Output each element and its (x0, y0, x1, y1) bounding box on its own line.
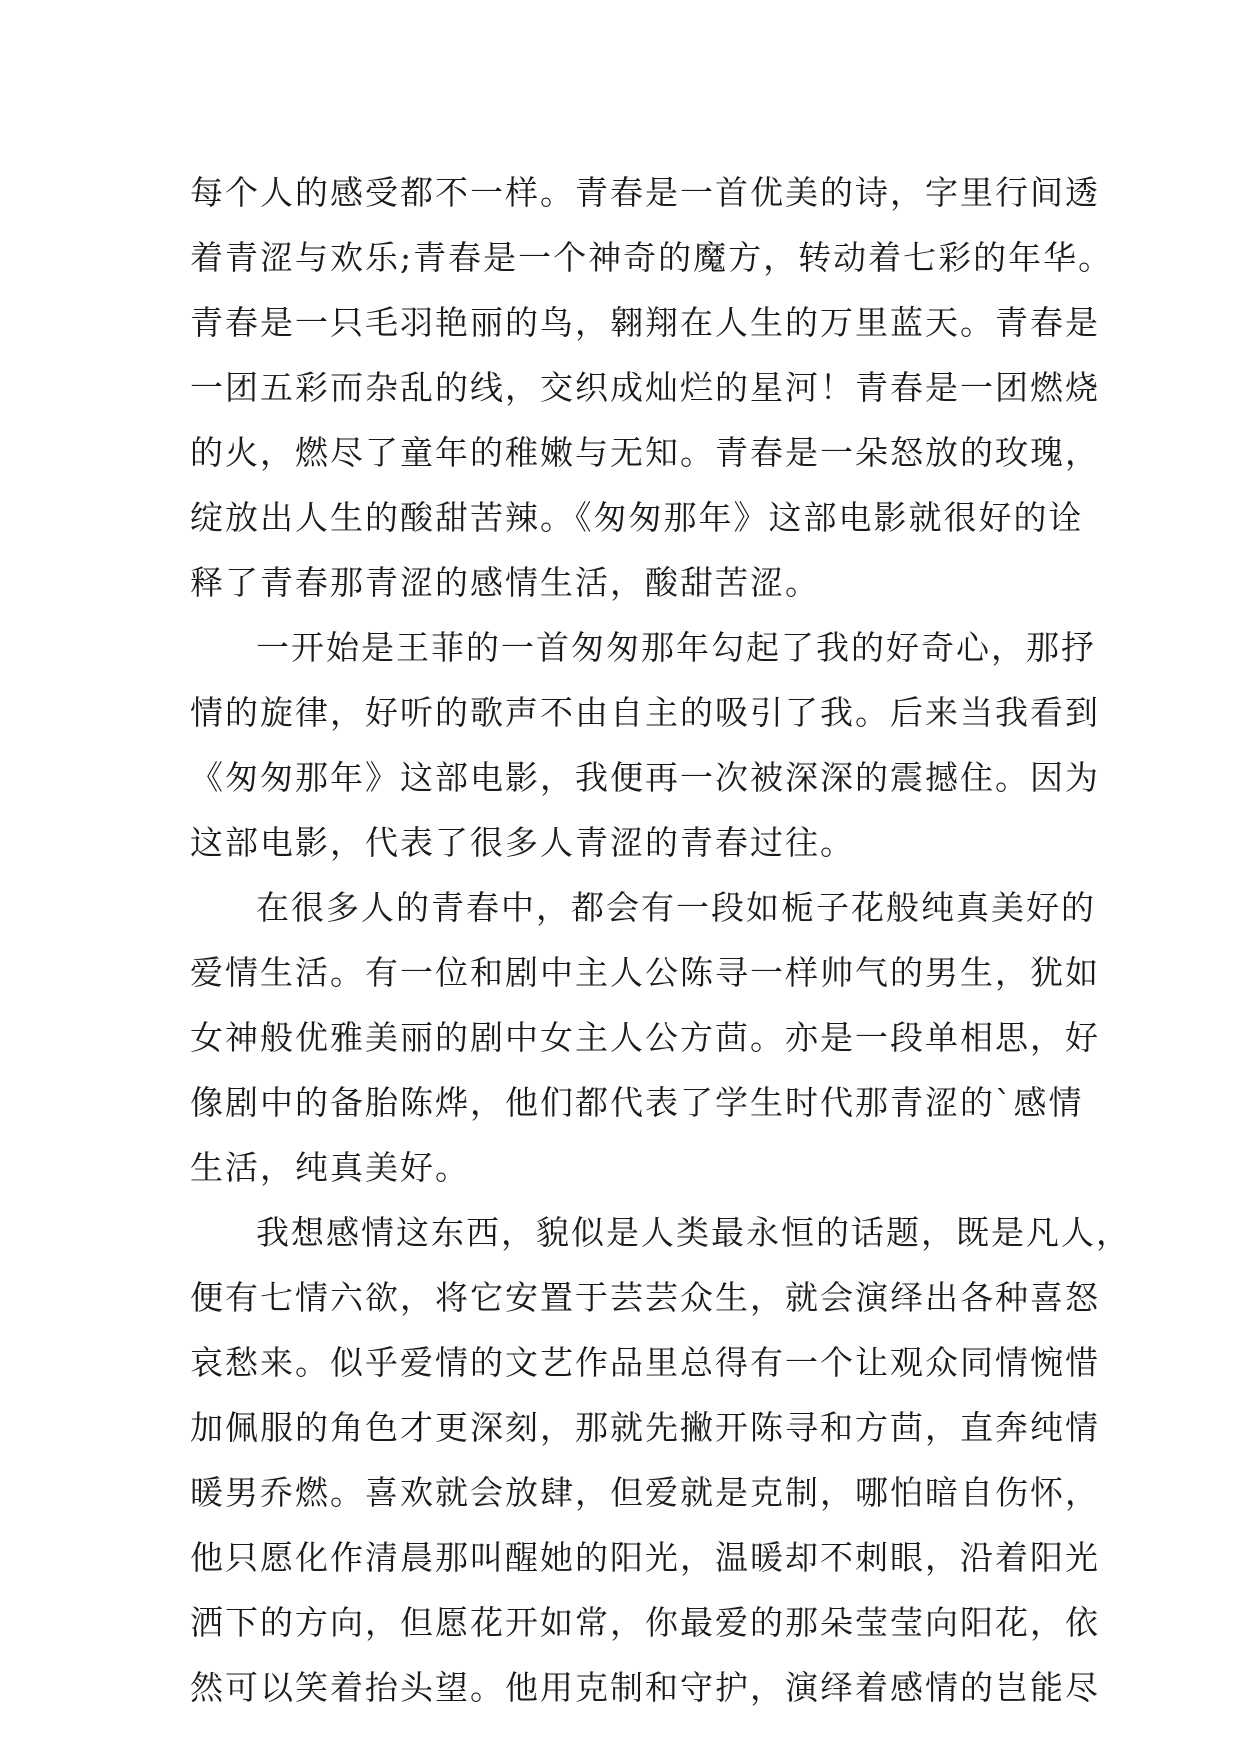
paragraph-4 (190, 1200, 1131, 1720)
text-line: 洒下的方向，但愿花开如常，你最爱的那朵莹莹向阳花，依 (190, 1603, 1100, 1642)
text-line: 加佩服的角色才更深刻，那就先撇开陈寻和方茴，直奔纯情 (190, 1408, 1100, 1447)
text-line: 的火，燃尽了童年的稚嫩与无知。青春是一朵怒放的玫瑰， (190, 433, 1100, 472)
text-line: 每个人的感受都不一样。青春是一首优美的诗，字里行间透 (190, 173, 1100, 212)
text-line: 然可以笑着抬头望。他用克制和守护，演绎着感情的岂能尽 (190, 1668, 1100, 1707)
text-line: 青春是一只毛羽艳丽的鸟，翱翔在人生的万里蓝天。青春是 (190, 303, 1100, 342)
text-line: 这部电影，代表了很多人青涩的青春过往。 (190, 823, 855, 862)
text-line: 绽放出人生的酸甜苦辣。《匆匆那年》这部电影就很好的诠 (190, 498, 1084, 537)
text-line: 爱情生活。有一位和剧中主人公陈寻一样帅气的男生，犹如 (190, 953, 1100, 992)
paragraph-3 (190, 875, 1100, 1200)
text-line: 我想感情这东西，貌似是人类最永恒的话题，既是凡人， (256, 1213, 1131, 1252)
text-line: 哀愁来。似乎爱情的文艺作品里总得有一个让观众同情惋惜 (190, 1343, 1100, 1382)
text-line: 一团五彩而杂乱的线，交织成灿烂的星河！青春是一团燃烧 (190, 368, 1100, 407)
text-line: 释了青春那青涩的感情生活，酸甜苦涩。 (190, 563, 820, 602)
text-line: 他只愿化作清晨那叫醒她的阳光，温暖却不刺眼，沿着阳光 (190, 1538, 1100, 1577)
text-line: 女神般优雅美丽的剧中女主人公方茴。亦是一段单相思，好 (190, 1018, 1100, 1057)
document-body (190, 160, 1131, 1720)
text-line: 在很多人的青春中，都会有一段如栀子花般纯真美好的 (256, 888, 1096, 927)
text-line: 生活，纯真美好。 (190, 1148, 470, 1187)
text-line: 像剧中的备胎陈烨，他们都代表了学生时代那青涩的`感情 (190, 1083, 1084, 1122)
text-line: 暖男乔燃。喜欢就会放肆，但爱就是克制，哪怕暗自伤怀， (190, 1473, 1100, 1512)
text-line: 着青涩与欢乐;青春是一个神奇的魔方，转动着七彩的年华。 (190, 238, 1114, 277)
text-line: 便有七情六欲，将它安置于芸芸众生，就会演绎出各种喜怒 (190, 1278, 1100, 1317)
text-line: 情的旋律，好听的歌声不由自主的吸引了我。后来当我看到 (190, 693, 1100, 732)
text-line: 《匆匆那年》这部电影，我便再一次被深深的震撼住。因为 (190, 758, 1100, 797)
paragraph-2 (190, 615, 1100, 875)
text-line: 一开始是王菲的一首匆匆那年勾起了我的好奇心，那抒 (256, 628, 1096, 667)
paragraph-1 (190, 160, 1114, 615)
